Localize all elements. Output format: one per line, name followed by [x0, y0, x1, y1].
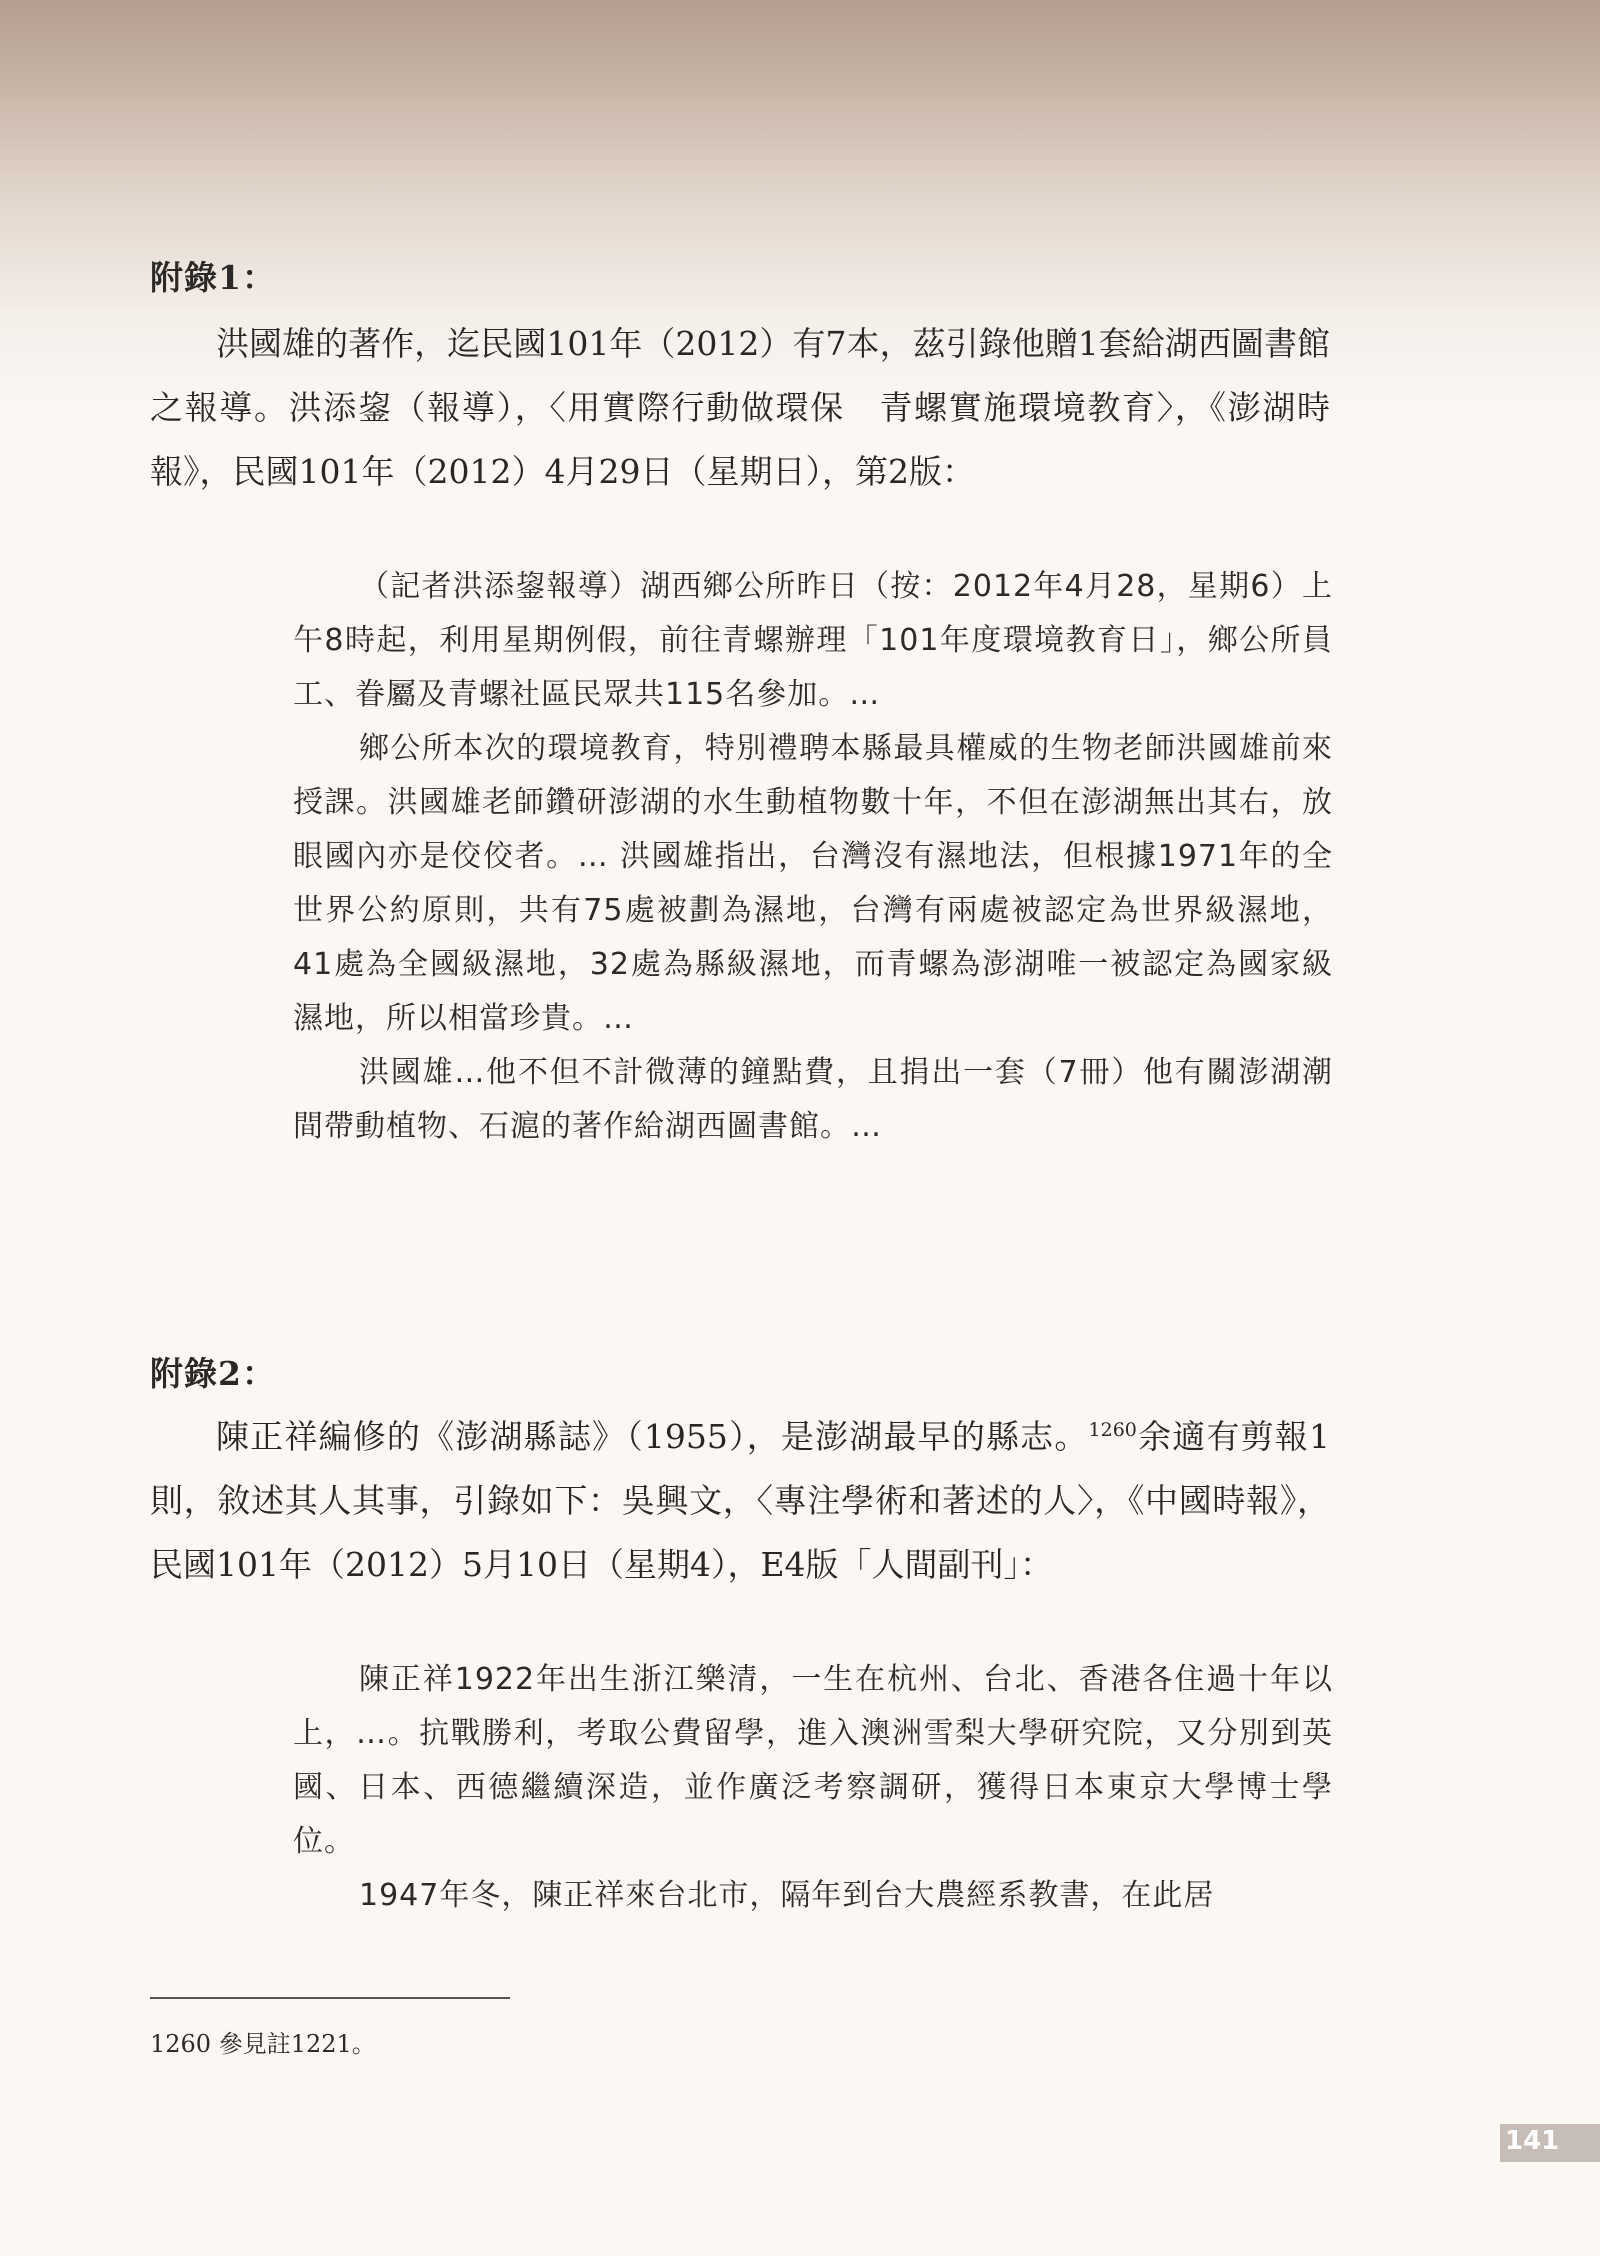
footnote-1260: 1260 參見註1221。 [150, 2030, 376, 2058]
appendix-2-intro [150, 1405, 1330, 1597]
appendix-1-intro: 洪國雄的著作，迄民國101年（2012）有7本，茲引錄他贈1套給湖西圖書館之報導。洪添鋆（報導），〈用實際行動做環保 青螺實施環境教育〉，《澎湖時報》，民國101年（2012）4月29日（星期日），第2版： [150, 324, 1330, 491]
appendix-1-quote-para-1: （記者洪添鋆報導）湖西鄉公所昨日（按：2012年4月28，星期6）上午8時起，利用星期例假，前往青螺辦理「101年度環境教育日」，鄉公所員工、眷屬及青螺社區民眾共115名參加。… [293, 569, 1333, 712]
appendix-1-quote [293, 560, 1333, 1154]
footnote-reference[interactable]: 1260 [1088, 1419, 1137, 1441]
appendix-2-heading: 附錄2： [150, 1354, 276, 1393]
footnote-divider [150, 1997, 510, 1999]
appendix-2-quote [293, 1653, 1333, 1923]
appendix-1-quote-para-2: 鄉公所本次的環境教育，特別禮聘本縣最具權威的生物老師洪國雄前來授課。洪國雄老師鑽研澎湖的水生動植物數十年，不但在澎湖無出其右，放眼國內亦是佼佼者。… 洪國雄指出，台灣沒有濕地法，但根據1971年的全世界公約原則，共有75處被劃為濕地，台灣有兩處被認定為世界級濕地，41處為全國級濕地，32處為縣級濕地，而青螺為澎湖唯一被認定為國家級濕地，所以相當珍貴。… [293, 731, 1333, 1036]
appendix-1-quote-para-3: 洪國雄…他不但不計微薄的鐘點費，且捐出一套（7冊）他有關澎湖潮間帶動植物、石滬的著作給湖西圖書館。… [293, 1055, 1333, 1144]
appendix-2-intro-start: 陳正祥編修的《澎湖縣誌》（1955），是澎湖最早的縣志。 [216, 1417, 1089, 1456]
appendix-2-quote-para-1: 陳正祥1922年出生浙江樂清，一生在杭州、台北、香港各住過十年以上，…。抗戰勝利，考取公費留學，進入澳洲雪梨大學研究院，又分別到英國、日本、西德繼續深造，並作廣泛考察調研，獲得日本東京大學博士學位。 [293, 1662, 1333, 1859]
page-number: 141 [1505, 2126, 1560, 2156]
appendix-2-intro-end: 余適有剪報1則，敘述其人其事，引錄如下：吳興文，〈專注學術和著述的人〉，《中國時報》，民國101年（2012）5月10日（星期4），E4版「人間副刊」： [150, 1417, 1330, 1584]
appendix-2-quote-para-2: 1947年冬，陳正祥來台北市，隔年到台大農經系教書，在此居 [359, 1878, 1215, 1913]
appendix-1-heading: 附錄1： [150, 258, 276, 297]
